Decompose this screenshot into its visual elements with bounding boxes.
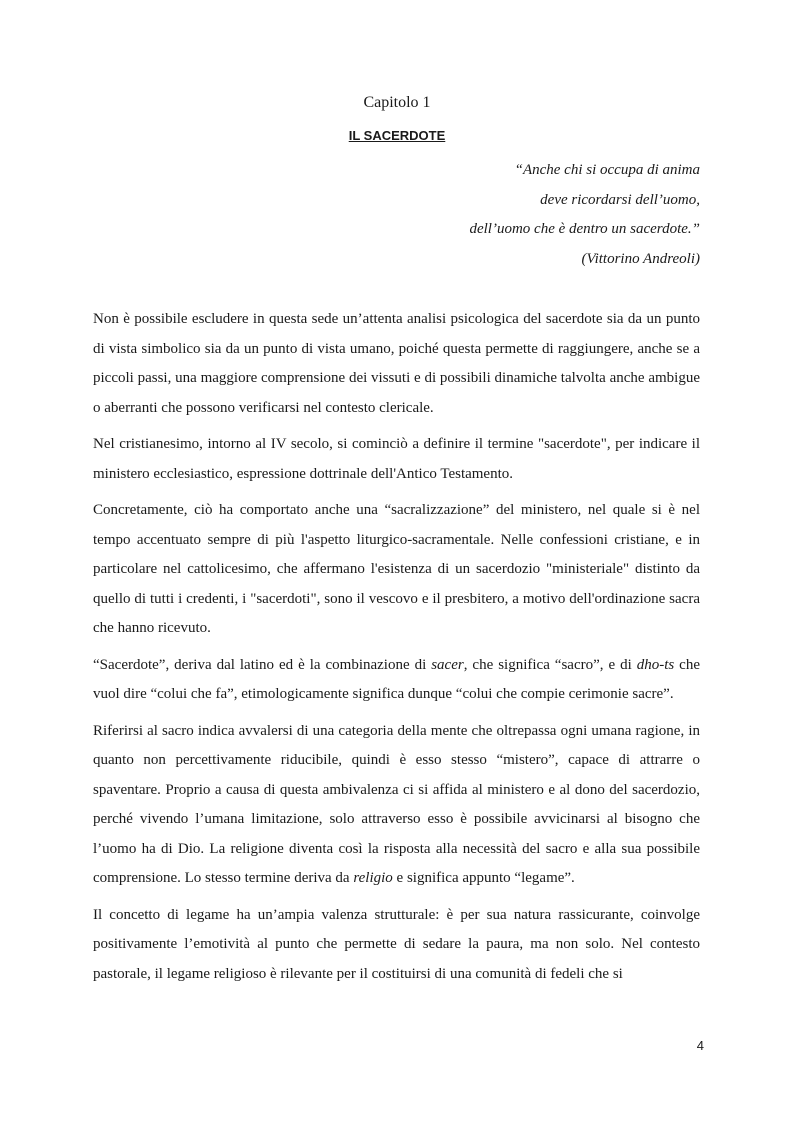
latin-term: dho-ts — [636, 656, 675, 673]
body-text — [93, 305, 700, 996]
latin-term: sacer — [431, 656, 464, 673]
epigraph-line: dell’uomo che è dentro un sacerdote.” — [469, 221, 700, 237]
paragraph: Il concetto di legame ha un’ampia valenza strutturale: è per sua natura rassicurante, coinvolge positivamente l’emotività al punto che permette di sedare la paura, ma non solo. Nel contesto pastorale, il legame religioso è rilevante per il costituirsi di una comunità di fedeli che si — [93, 906, 700, 982]
chapter-title: Capitolo 1 — [363, 94, 431, 111]
paragraph-text: e significa appunto “legame”. — [392, 870, 575, 886]
paragraph — [93, 651, 700, 710]
chapter-subtitle: IL SACERDOTE — [348, 128, 446, 143]
paragraph-text: “Sacerdote”, deriva dal latino ed è la combinazione di — [93, 656, 432, 673]
paragraph — [93, 717, 700, 894]
epigraph-line: “Anche chi si occupa di anima — [514, 162, 700, 178]
latin-term: religio — [353, 870, 393, 886]
epigraph-quote — [280, 156, 700, 274]
paragraph: Nel cristianesimo, intorno al IV secolo, si cominciò a definire il termine "sacerdote", per indicare il ministero ecclesiastico, espressione dottrinale dell'Antico Testamento. — [93, 436, 700, 482]
paragraph: Concretamente, ciò ha comportato anche una “sacralizzazione” del ministero, nel quale si è nel tempo accentuato sempre di più l'aspetto liturgico-sacramentale. Nelle confessioni cristiane, e in particolare nel cattolicesimo, che affermano l'esistenza di un sacerdozio "ministeriale" distinto da quello di tutti i credenti, i "sacerdoti", sono il vescovo e il presbitero, a motivo dell'ordinazione sacra che hanno ricevuto. — [93, 502, 700, 636]
page-number: 4 — [696, 1038, 704, 1053]
epigraph-author: (Vittorino Andreoli) — [581, 250, 700, 267]
epigraph-line: deve ricordarsi dell’uomo, — [540, 191, 700, 208]
paragraph-text: Riferirsi al sacro indica avvalersi di una categoria della mente che oltrepassa ogni umana ragione, in quanto non percettivamente riducibile, quindi è esso stesso “mistero”, capace di attrarre o spaventare. Proprio a causa di questa ambivalenza ci si affida al ministero e al dono del sacerdozio, perché vivendo l’umana limitazione, solo attraverso esso è possibile avvicinarsi al bisogno che l’uomo ha di Dio. La religione diventa così la risposta alla necessità del sacro e alla sua possibile comprensione. Lo stesso termine deriva da — [93, 722, 700, 886]
paragraph-text: che vuol dire “colui che fa”, etimologicamente significa dunque “colui che compie cerimonie sacre”. — [93, 656, 700, 702]
paragraph-text: , che significa “sacro”, e di — [463, 656, 637, 673]
paragraph: Non è possibile escludere in questa sede un’attenta analisi psicologica del sacerdote sia da un punto di vista simbolico sia da un punto di vista umano, poiché questa permette di raggiungere, anche se a piccoli passi, una maggiore comprensione dei vissuti e di possibili dinamiche talvolta anche ambigue o aberranti che possono verificarsi nel contesto clericale. — [93, 311, 700, 416]
